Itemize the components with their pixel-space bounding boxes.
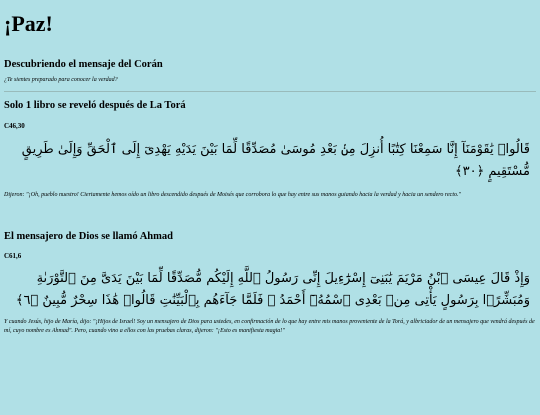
page-title: ¡Paz!: [4, 11, 53, 36]
verse-reference: C61,6: [4, 252, 22, 260]
arabic-verse: وَإِذْ قَالَ عِيسَى ٱبْنُ مَرْيَمَ يَٰبَنِىٓ إِسْرَٰٓءِيلَ إِنِّى رَسُولُ ٱللَّهِ إِلَيْكُم مُّصَدِّقًا لِّمَا بَيْنَ يَدَىَّ مِنَ ٱلتَّوْرَىٰةِ وَمُبَشِّرًۢا بِرَسُولٍ يَأْتِى مِنۢ بَعْدِى ٱسْمُهُۥٓ أَحْمَدُ ۖ فَلَمَّا جَآءَهُم بِٱلْبَيِّنَٰتِ قَالُوا۟ هَٰذَا سِحْرٌ مُّبِينٌ ﴿٦﴾: [15, 271, 530, 308]
section-heading: El mensajero de Dios se llamó Ahmad: [4, 231, 173, 242]
page-subtitle: Descubriendo el mensaje del Corán: [4, 59, 163, 70]
verse-translation: Dijeron: "¡Oh, pueblo nuestro! Ciertamente hemos oído un libro descendido después de Moisés que corrobora lo que hay entre sus manos guiando hacia la verdad y hacia un sendero recto.": [4, 192, 462, 198]
page: [0, 10, 540, 92]
verse-translation: Y cuando Jesús, hijo de María, dijo: "¡Hijos de Israel! Soy un mensajero de Dios para ustedes, en confirmación de lo que hay entre mis manos proveniente de la Torá, y albriciador de un mensajero que vendrá después de mí, cuyo nombre es Ahmad". Pero, cuando vino a ellos con las pruebas claras, dijeron: "¡Esto es manifiesta magia!": [4, 319, 535, 334]
section-heading: Solo 1 libro se reveló después de La Torá: [4, 100, 186, 111]
arabic-verse: قَالُوا۟ يَٰقَوْمَنَآ إِنَّا سَمِعْنَا كِتَٰبًا أُنزِلَ مِنۢ بَعْدِ مُوسَىٰ مُصَدِّقًا لِّمَا بَيْنَ يَدَيْهِ يَهْدِىٓ إِلَى ٱلْحَقِّ وَإِلَىٰ طَرِيقٍ مُّسْتَقِيمٍ ﴿٣٠﴾: [21, 142, 530, 179]
section-torah: [4, 100, 536, 200]
verse-reference: C46,30: [4, 122, 25, 130]
section-ahmad: [4, 231, 536, 336]
divider: [4, 91, 536, 92]
intro-text: ¿Te sientes preparado para conocer la verdad?: [4, 77, 118, 83]
